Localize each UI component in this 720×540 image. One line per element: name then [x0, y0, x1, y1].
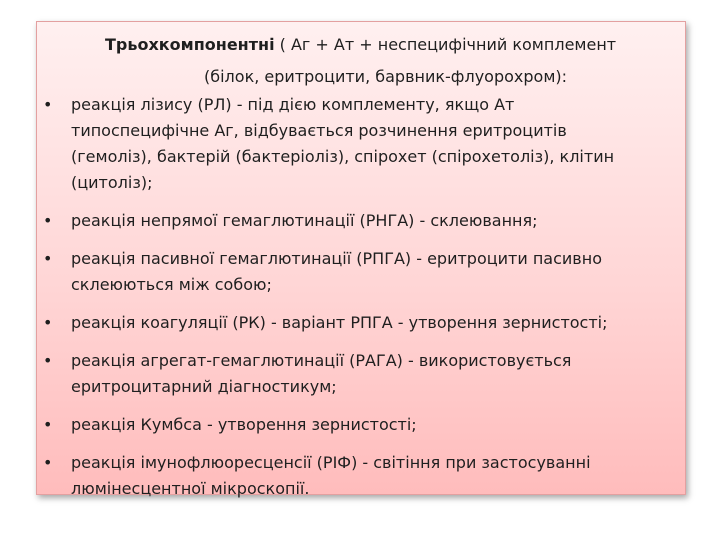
bullet-text-line: склеюються між собою; — [71, 275, 272, 294]
bullet-text-line: реакція непрямої гемаглютинації (РНГА) - склеювання; — [71, 211, 538, 230]
bullet-item — [37, 310, 687, 336]
title-bold: Трьохкомпонентні — [105, 35, 275, 54]
bullet-item — [37, 92, 687, 196]
bullet-marker: • — [43, 351, 53, 370]
bullet-marker: • — [43, 211, 53, 230]
bullet-text-line: (цитоліз); — [71, 173, 153, 192]
title-line-1 — [105, 34, 616, 56]
bullet-text-line: реакція Кумбса - утворення зернистості; — [71, 415, 417, 434]
bullet-item — [37, 348, 687, 400]
bullet-text-line: реакція лізису (РЛ) - під дією комплементу, якщо Ат — [71, 95, 515, 114]
bullet-text-line: реакція імунофлюоресценсії (РІФ) - світіння при застосуванні — [71, 453, 591, 472]
bullet-marker: • — [43, 415, 53, 434]
bullet-list — [37, 92, 687, 514]
bullet-marker: • — [43, 95, 53, 114]
bullet-marker: • — [43, 249, 53, 268]
title-line-2: (білок, еритроцити, барвник-флуорохром): — [204, 67, 568, 86]
bullet-marker: • — [43, 453, 53, 472]
bullet-text-line: (гемоліз), бактерій (бактеріоліз), спірохет (спірохетоліз), клітин — [71, 147, 615, 166]
content-box — [36, 21, 686, 498]
bullet-text-line: типоспецифічне Аг, відбувається розчинення еритроцитів — [71, 121, 567, 140]
bullet-item — [37, 246, 687, 298]
bullet-item — [37, 208, 687, 234]
bullet-text-line: реакція коагуляції (РК) - варіант РПГА - утворення зернистості; — [71, 313, 608, 332]
bullet-text-line: реакція пасивної гемаглютинації (РПГА) - еритроцити пасивно — [71, 249, 602, 268]
bullet-item — [37, 412, 687, 438]
title-rest: ( Аг + Ат + неспецифічний комплемент — [274, 35, 617, 54]
bullet-text-line: еритроцитарний діагностикум; — [71, 377, 337, 396]
bullet-text-line: реакція агрегат-гемаглютинації (РАГА) - використовується — [71, 351, 572, 370]
bullet-text-line: люмінесцентної мікроскопії. — [71, 479, 310, 498]
bullet-marker: • — [43, 313, 53, 332]
bullet-item — [37, 450, 687, 502]
